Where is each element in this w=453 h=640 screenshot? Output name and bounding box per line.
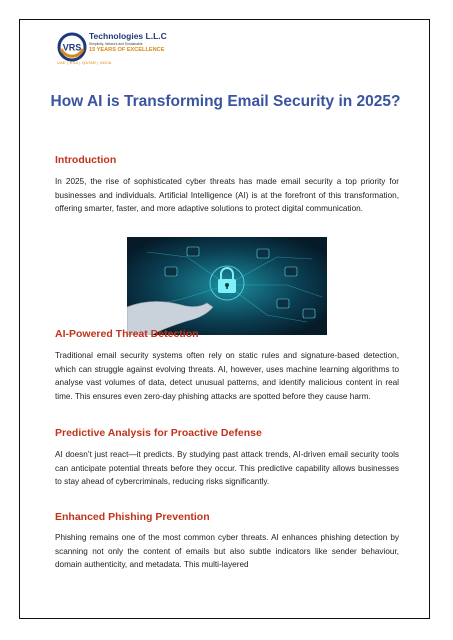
section-text-threat-detection: Traditional email security systems often rely on static rules and signature-based detection, which can struggle against evolving threats. AI, however, uses machine learning algorithms to analyse vast volumes of data, detect unusual patterns, and identify malicious content in real time. This ensures even zero-day phishing attacks are spotted before they cause harm. bbox=[55, 351, 399, 401]
section-heading-predictive-analysis: Predictive Analysis for Proactive Defense bbox=[55, 427, 262, 439]
logo-company-name: Technologies L.L.C bbox=[89, 31, 167, 41]
section-heading-threat-detection: AI-Powered Threat Detection bbox=[55, 328, 199, 340]
document-page bbox=[19, 19, 430, 619]
section-text-introduction: In 2025, the rise of sophisticated cyber threats has made email security a top priority for businesses and individuals. Artificial Intelligence (AI) is at the forefront of this transformation, offering smarter, faster, and more adaptive solutions to protect digital communication. bbox=[55, 177, 399, 213]
section-text-phishing-prevention: Phishing remains one of the most common cyber threats. AI enhances phishing detection by scanning not only the content of emails but also subtle indicators like sender behaviour, domain authenticity, and metadata. This multi-layered bbox=[55, 533, 399, 569]
page-title: How AI is Transforming Email Security in 2025? bbox=[50, 93, 401, 110]
logo-mark-text: VRS bbox=[62, 42, 82, 53]
logo-years-badge: 15 YEARS OF EXCELLENCE bbox=[89, 47, 165, 53]
ai-security-illustration bbox=[127, 237, 327, 335]
section-heading-phishing-prevention: Enhanced Phishing Prevention bbox=[55, 511, 210, 523]
logo-regions: UAE | KSA | QATAR | INDIA bbox=[57, 60, 112, 65]
section-heading-introduction: Introduction bbox=[55, 154, 117, 166]
section-text-predictive-analysis: AI doesn’t just react—it predicts. By studying past attack trends, AI-driven email security tools can anticipate potential threats before they occur. This predictive capability allows businesses to stay ahead of cybercriminals, reducing risks significantly. bbox=[55, 450, 399, 486]
company-logo bbox=[57, 31, 197, 75]
logo-tagline: Simplicity, Network and Sustainable bbox=[89, 42, 143, 46]
vrs-logo-mark-icon bbox=[57, 32, 87, 62]
